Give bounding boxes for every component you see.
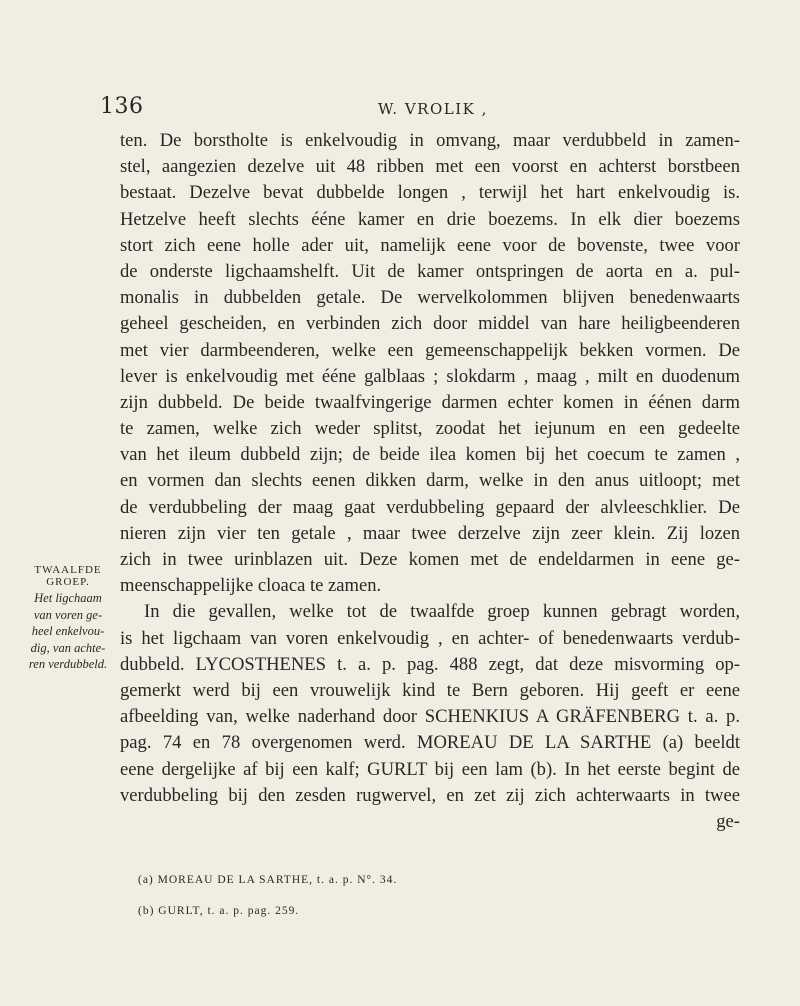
margin-note-line: Het ligchaam (34, 591, 102, 605)
body-line: stel, aangezien dezelve uit 48 ribben met een voorst en achterst borstbeen (120, 156, 740, 178)
margin-note-line: van voren ge- (33, 607, 103, 622)
margin-note-line: ren verdubbeld. (28, 657, 108, 671)
body-line: zijn dubbeld. De beide twaalfvingerige darmen echter komen in éénen darm (120, 391, 740, 413)
body-line: geheel gescheiden, en verbinden zich door middel van hare heiligbeenderen (120, 313, 740, 335)
paragraph-first-line: In die gevallen, welke tot de twaalfde groep kunnen gebragt worden, (144, 601, 740, 623)
margin-note-line: dig, van achte- (30, 640, 106, 655)
footnote-b: (b) GURLT, t. a. p. pag. 259. (138, 905, 300, 917)
body-line: ten. De borstholte is enkelvoudig in omvang, maar verdubbeld in zamen- (120, 130, 740, 151)
body-line: meenschappelijke cloaca te zamen. (120, 575, 382, 597)
body-line: te zamen, welke zich weder splitst, zoodat het iejunum en een gedeelte (120, 418, 740, 440)
body-line: nieren zijn vier ten getale , maar twee derzelve zijn zeer klein. Zij lozen (120, 522, 740, 544)
margin-heading-line: TWAALFDE (34, 564, 102, 576)
margin-note (14, 590, 122, 673)
page-number: 136 (100, 94, 144, 119)
footnote-a: (a) MOREAU DE LA SARTHE, t. a. p. N°. 34. (138, 874, 398, 886)
body-line: gemerkt werd bij een vrouwelijk kind te Bern geboren. Hij geeft er eene (120, 679, 740, 701)
body-line: en vormen dan slechts eenen dikken darm, welke in den anus uitloopt; met (120, 470, 740, 492)
body-line: lever is enkelvoudig met ééne galblaas ; slokdarm , maag , milt en duodenum (120, 365, 740, 387)
body-line: bestaat. Dezelve bevat dubbelde longen , terwijl het hart enkelvoudig is. (120, 182, 740, 204)
body-line: verdubbeling bij den zesden rugwervel, en zet zij zich achterwaarts in twee (120, 784, 740, 806)
body-line: Hetzelve heeft slechts ééne kamer en drie boezems. In elk dier boezems (120, 208, 740, 230)
body-line: monalis in dubbelden getale. De wervelkolommen blijven benedenwaarts (120, 287, 740, 309)
body-line: dubbeld. LYCOSTHENES t. a. p. pag. 488 zegt, dat deze misvorming op- (120, 653, 740, 675)
running-head: W. VROLIK , (378, 100, 488, 118)
margin-heading (14, 564, 122, 588)
body-line: de verdubbeling der maag gaat verdubbeling gepaard der alvleeschklier. De (120, 496, 740, 518)
body-line: met vier darmbeenderen, welke een gemeenschappelijk bekken vormen. De (120, 339, 740, 361)
margin-heading-line: GROEP. (46, 576, 90, 588)
body-line: pag. 74 en 78 overgenomen werd. MOREAU DE LA SARTHE (a) beeldt (120, 732, 740, 754)
body-line: is het ligchaam van voren enkelvoudig , en achter- of benedenwaarts verdub- (120, 627, 740, 649)
body-line: afbeelding van, welke naderhand door SCHENKIUS A GRÄFENBERG t. a. p. (120, 706, 740, 728)
body-line: stort zich eene holle ader uit, namelijk eene voor de bovenste, twee voor (120, 234, 740, 256)
body-line: eene dergelijke af bij een kalf; GURLT bij een lam (b). In het eerste begint de (120, 758, 740, 780)
catchword: ge- (716, 810, 740, 832)
margin-note-line: heel enkelvou- (31, 624, 105, 638)
body-line: zich in twee urinblazen uit. Deze komen met de endeldarmen in eene ge- (120, 549, 740, 570)
body-line: de onderste ligchaamshelft. Uit de kamer ontspringen de aorta en a. pul- (120, 260, 740, 282)
body-line: van het ileum dubbeld zijn; de beide ilea komen bij het coecum te zamen , (120, 444, 740, 466)
body-text (120, 128, 740, 835)
